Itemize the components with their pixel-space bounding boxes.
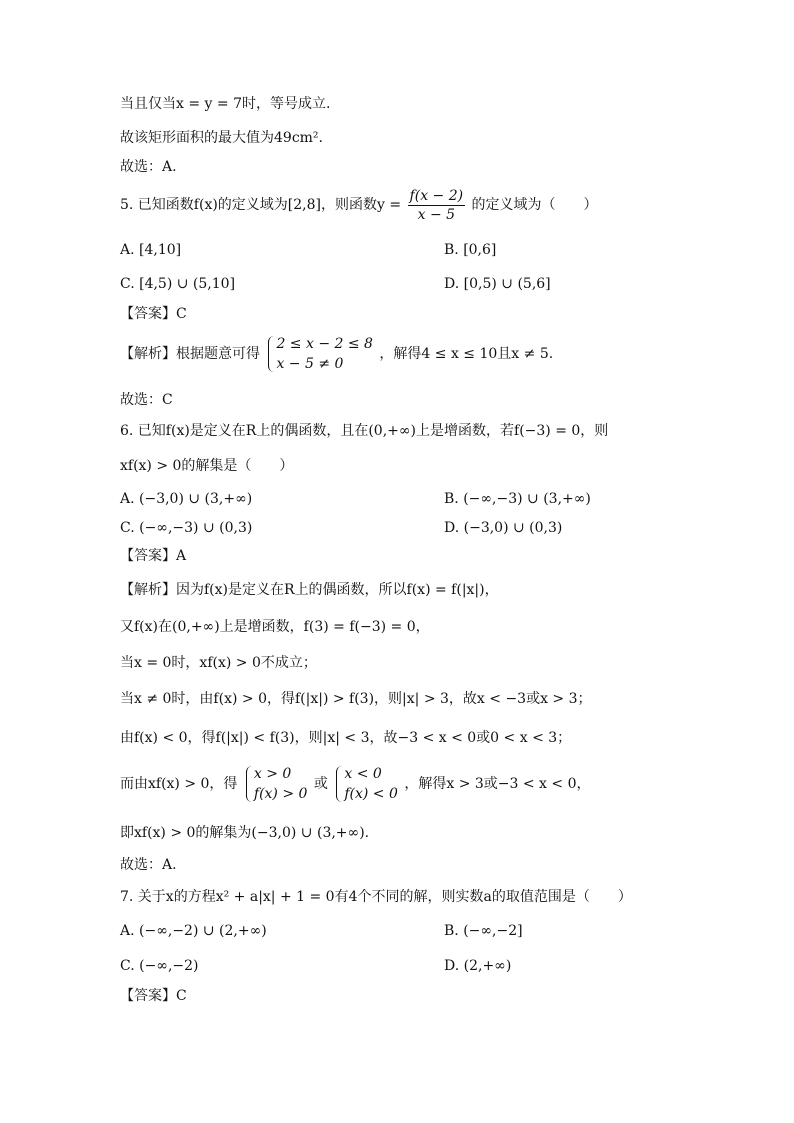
question-5-stem xyxy=(120,186,734,224)
q6-system-b-row-2: f(x) < 0 xyxy=(344,786,398,802)
q7-option-a: A. (−∞,−2) ∪ (2,+∞) xyxy=(120,923,267,939)
q5-fraction-denominator: x − 5 xyxy=(417,206,456,223)
q6-solution-line-7: 即xf(x) > 0的解集为(−3,0) ∪ (3,+∞). xyxy=(120,825,370,841)
q6-solution-6-suffix: ，解得x > 3或−3 < x < 0， xyxy=(404,776,591,792)
q6-option-b: B. (−∞,−3) ∪ (3,+∞) xyxy=(444,491,591,507)
q5-suffix: 的定义域为（ ） xyxy=(471,197,598,213)
q6-option-c: C. (−∞,−3) ∪ (0,3) xyxy=(120,520,253,536)
q7-answer: 【答案】C xyxy=(120,988,187,1004)
q7-option-c: C. (−∞,−2) xyxy=(120,958,199,974)
q6-solution-line-5: 由f(x) < 0，得f(|x|) < f(3)，则|x| < 3，故−3 < x < 0或0 < x < 3； xyxy=(120,730,572,746)
q5-option-a: A. [4,10] xyxy=(120,242,182,258)
q5-choice: 故选：C xyxy=(120,392,173,408)
text-line: 当且仅当x = y = 7时，等号成立. xyxy=(120,96,331,112)
text-line: 故选：A. xyxy=(120,159,177,175)
question-6-stem-line-1: 6. 已知f(x)是定义在R上的偶函数，且在(0,+∞)上是增函数，若f(−3) = 0，则 xyxy=(120,423,609,439)
q5-solution-prefix: 【解析】根据题意可得 xyxy=(120,346,260,362)
q5-system xyxy=(266,334,373,374)
q5-fraction-numerator: f(x − 2) xyxy=(409,187,464,204)
question-7-stem: 7. 关于x的方程x² + a|x| + 1 = 0有4个不同的解，则实数a的取值范围是（ ） xyxy=(120,889,632,905)
q7-option-b: B. (−∞,−2] xyxy=(444,923,523,939)
q6-solution-line-4: 当x ≠ 0时，由f(x) > 0，得f(|x|) > f(3)，则|x| > 3，故x < −3或x > 3； xyxy=(120,691,592,707)
q6-solution-6-prefix: 而由xf(x) > 0，得 xyxy=(120,776,238,792)
q5-prefix: 5. 已知函数f(x)的定义域为[2,8]，则函数y = xyxy=(120,197,402,213)
q6-system-b xyxy=(334,764,398,804)
q6-or: 或 xyxy=(313,776,328,792)
q6-solution-line-2: 又f(x)在(0,+∞)上是增函数，f(3) = f(−3) = 0， xyxy=(120,619,430,635)
q6-system-a xyxy=(244,764,308,804)
q7-option-d: D. (2,+∞) xyxy=(444,958,512,974)
q6-option-d: D. (−3,0) ∪ (0,3) xyxy=(444,520,563,536)
q6-solution-line-3: 当x = 0时，xf(x) > 0不成立； xyxy=(120,655,317,671)
q5-fraction xyxy=(408,187,466,224)
q5-option-b: B. [0,6] xyxy=(444,242,497,258)
q6-solution-line-6 xyxy=(120,762,734,806)
q5-answer: 【答案】C xyxy=(120,306,187,322)
q5-solution-suffix: ，解得4 ≤ x ≤ 10且x ≠ 5. xyxy=(379,346,554,362)
q5-solution xyxy=(120,334,734,374)
q6-system-a-row-1: x > 0 xyxy=(253,766,292,782)
q6-solution-line-1: 【解析】因为f(x)是定义在R上的偶函数，所以f(x) = f(|x|)， xyxy=(120,582,499,598)
q5-option-d: D. [0,5) ∪ (5,6] xyxy=(444,276,551,292)
q5-option-c: C. [4,5) ∪ (5,10] xyxy=(120,276,236,292)
q6-system-b-row-1: x < 0 xyxy=(344,766,382,782)
q5-system-row-1: 2 ≤ x − 2 ≤ 8 xyxy=(276,336,373,352)
q6-system-a-row-2: f(x) > 0 xyxy=(253,786,308,802)
question-6-stem-line-2: xf(x) > 0的解集是（ ） xyxy=(120,458,294,474)
q6-answer: 【答案】A xyxy=(120,548,187,564)
q5-system-row-2: x − 5 ≠ 0 xyxy=(276,356,344,372)
q6-choice: 故选：A. xyxy=(120,857,177,873)
q6-option-a: A. (−3,0) ∪ (3,+∞) xyxy=(120,491,253,507)
text-line: 故该矩形面积的最大值为49cm². xyxy=(120,130,323,146)
